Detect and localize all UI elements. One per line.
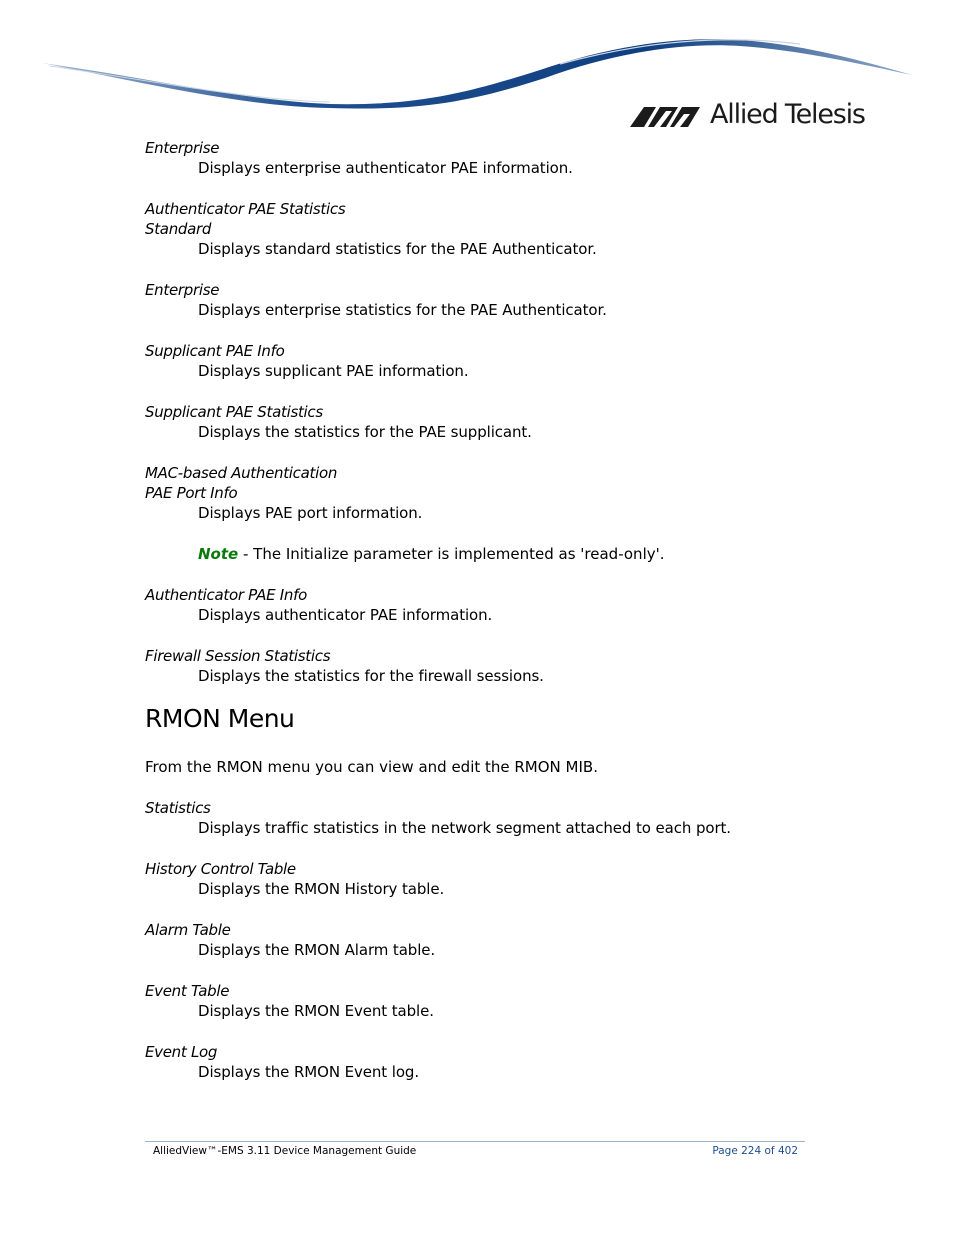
brand-name: Allied Telesis	[710, 99, 865, 130]
entry-term: Alarm Table	[145, 921, 231, 939]
page-content	[145, 138, 825, 1103]
entry-description: Displays the RMON History table.	[198, 880, 445, 898]
entry-description: Displays enterprise statistics for the PAE Authenticator.	[198, 301, 607, 319]
entry-term: Event Table	[145, 982, 230, 1000]
entry-term: History Control Table	[145, 860, 296, 878]
entry-term: Authenticator PAE Statistics	[145, 200, 346, 218]
entry-term: Supplicant PAE Statistics	[145, 403, 323, 421]
entry-description: Displays the RMON Alarm table.	[198, 941, 436, 959]
entry-term: Event Log	[145, 1043, 218, 1061]
entry-term: Supplicant PAE Info	[145, 342, 285, 360]
entry-term: Authenticator PAE Info	[145, 586, 307, 604]
section-heading: RMON Menu	[145, 704, 295, 733]
entry-term: Enterprise	[145, 139, 220, 157]
entry-description: Displays the statistics for the firewall sessions.	[198, 667, 544, 685]
entry-description: Displays the statistics for the PAE supplicant.	[198, 423, 532, 441]
entry-description: Displays supplicant PAE information.	[198, 362, 469, 380]
entry-term: MAC-based Authentication	[145, 464, 338, 482]
entry-term: Enterprise	[145, 281, 220, 299]
footer-document-title: AlliedView™-EMS 3.11 Device Management Guide	[153, 1145, 417, 1157]
section-intro: From the RMON menu you can view and edit the RMON MIB.	[145, 758, 598, 776]
entry-description: Displays the RMON Event log.	[198, 1063, 419, 1081]
entry-description: Displays standard statistics for the PAE Authenticator.	[198, 240, 597, 258]
note-text: - The Initialize parameter is implemented as 'read-only'.	[238, 545, 665, 563]
note	[198, 544, 825, 564]
entry-description: Displays PAE port information.	[198, 504, 423, 522]
entry-term: Firewall Session Statistics	[145, 647, 331, 665]
note-label: Note	[198, 545, 239, 563]
entry-description: Displays enterprise authenticator PAE information.	[198, 159, 573, 177]
footer-page-number: Page 224 of 402	[712, 1145, 798, 1157]
entry-description: Displays the RMON Event table.	[198, 1002, 434, 1020]
entry-term: Statistics	[145, 799, 211, 817]
entry-description: Displays traffic statistics in the network segment attached to each port.	[198, 819, 731, 837]
footer-divider	[145, 1141, 805, 1142]
entry-subterm: PAE Port Info	[145, 484, 238, 502]
entry-subterm: Standard	[145, 220, 212, 238]
entry-description: Displays authenticator PAE information.	[198, 606, 493, 624]
